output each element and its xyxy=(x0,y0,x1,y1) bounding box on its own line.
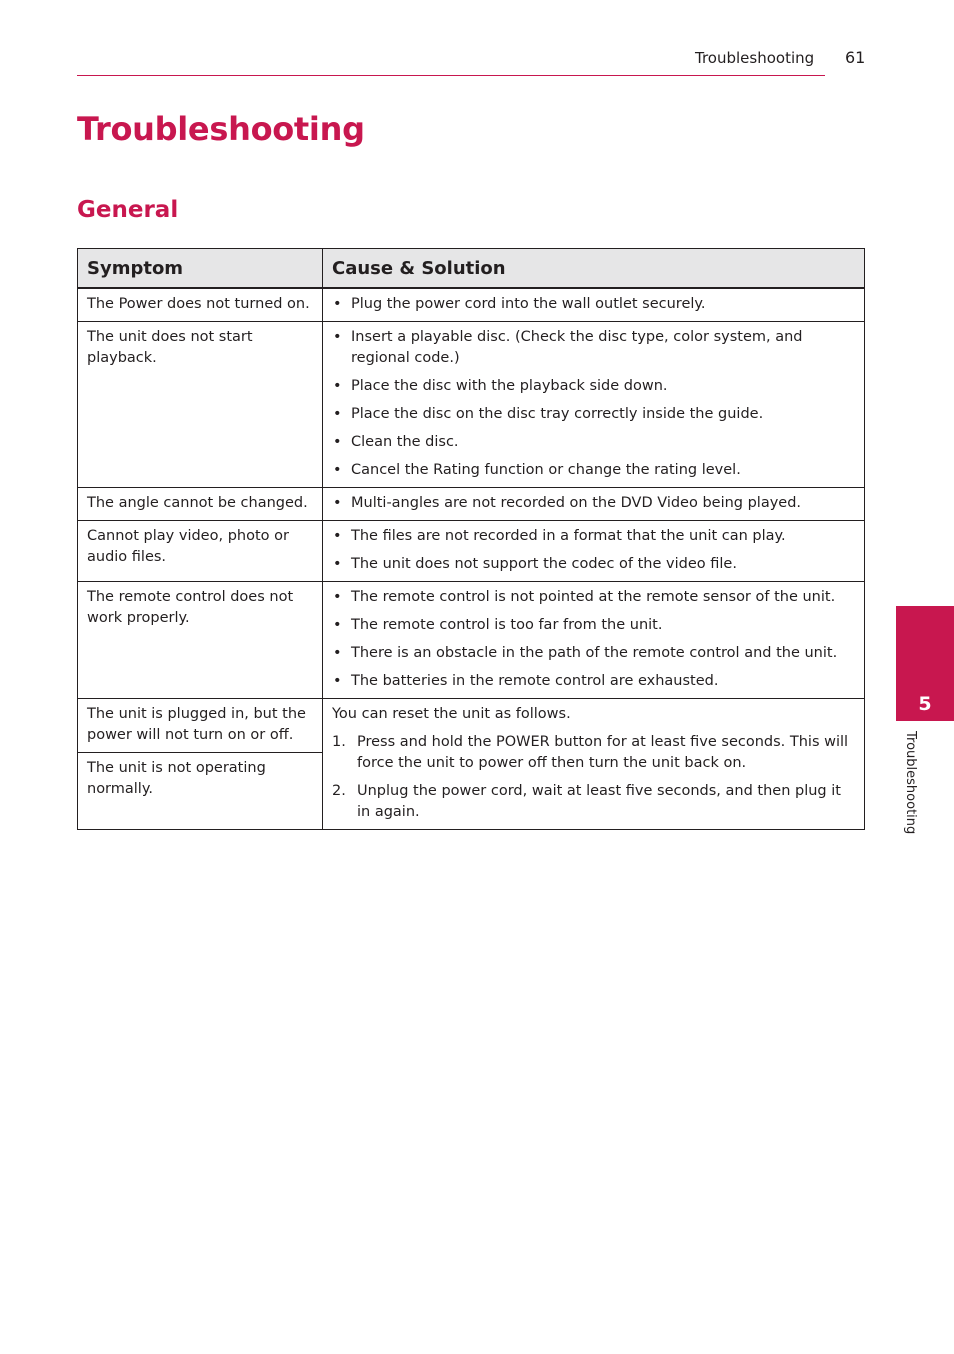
solution-cell xyxy=(323,488,865,521)
solution-item: • Multi-angles are not recorded on the DVD Video being played. xyxy=(332,493,855,514)
table-row xyxy=(78,521,865,582)
chapter-tab xyxy=(896,606,954,721)
table-row xyxy=(78,488,865,521)
solution-item: • The remote control is too far from the unit. xyxy=(332,615,855,636)
solution-cell xyxy=(323,322,865,488)
header-divider xyxy=(77,75,825,76)
solution-item: • Cancel the Rating function or change the rating level. xyxy=(332,460,855,481)
solution-item: • The remote control is not pointed at the remote sensor of the unit. xyxy=(332,587,855,608)
solution-cell xyxy=(323,582,865,699)
reset-step xyxy=(332,781,855,823)
chapter-label: Troubleshooting xyxy=(903,731,918,835)
step-number: 2. xyxy=(332,783,346,799)
table-row xyxy=(78,699,865,753)
chapter-number: 5 xyxy=(918,693,932,715)
solution-item: • The unit does not support the codec of the video file. xyxy=(332,554,855,575)
symptom-cell: The unit is plugged in, but the power will not turn on or off. xyxy=(78,699,323,753)
reset-steps xyxy=(332,732,855,823)
solution-item: • Plug the power cord into the wall outlet securely. xyxy=(332,294,855,315)
page-title: Troubleshooting xyxy=(77,110,365,148)
table-header-row xyxy=(78,249,865,289)
table-row xyxy=(78,322,865,488)
table-row xyxy=(78,582,865,699)
reset-solution-cell xyxy=(323,699,865,830)
solution-item: • Insert a playable disc. (Check the disc type, color system, and regional code.) xyxy=(332,327,855,369)
symptom-cell: The unit does not start playback. xyxy=(78,322,323,488)
reset-step xyxy=(332,732,855,774)
section-title: General xyxy=(77,197,179,223)
symptom-cell: The Power does not turned on. xyxy=(78,288,323,322)
solution-item: • The batteries in the remote control are exhausted. xyxy=(332,671,855,692)
symptom-cell: Cannot play video, photo or audio files. xyxy=(78,521,323,582)
solution-item: • There is an obstacle in the path of the remote control and the unit. xyxy=(332,643,855,664)
troubleshooting-table xyxy=(77,248,865,830)
symptom-column-header: Symptom xyxy=(78,249,323,289)
solution-item: • Place the disc on the disc tray correctly inside the guide. xyxy=(332,404,855,425)
table-row xyxy=(78,288,865,322)
reset-intro: You can reset the unit as follows. xyxy=(332,706,571,722)
solution-item: • Clean the disc. xyxy=(332,432,855,453)
solution-column-header: Cause & Solution xyxy=(323,249,865,289)
symptom-cell: The angle cannot be changed. xyxy=(78,488,323,521)
symptom-cell: The remote control does not work properly. xyxy=(78,582,323,699)
solution-cell xyxy=(323,521,865,582)
step-text: Unplug the power cord, wait at least five seconds, and then plug it in again. xyxy=(357,783,841,820)
page-number: 61 xyxy=(845,48,866,67)
solution-item: • The files are not recorded in a format that the unit can play. xyxy=(332,526,855,547)
symptom-cell: The unit is not operating normally. xyxy=(78,753,323,830)
step-number: 1. xyxy=(332,734,346,750)
step-text: Press and hold the POWER button for at least five seconds. This will force the unit to power off then turn the unit back on. xyxy=(357,734,849,771)
running-header-section: Troubleshooting xyxy=(695,49,815,67)
solution-cell xyxy=(323,288,865,322)
solution-item: • Place the disc with the playback side down. xyxy=(332,376,855,397)
